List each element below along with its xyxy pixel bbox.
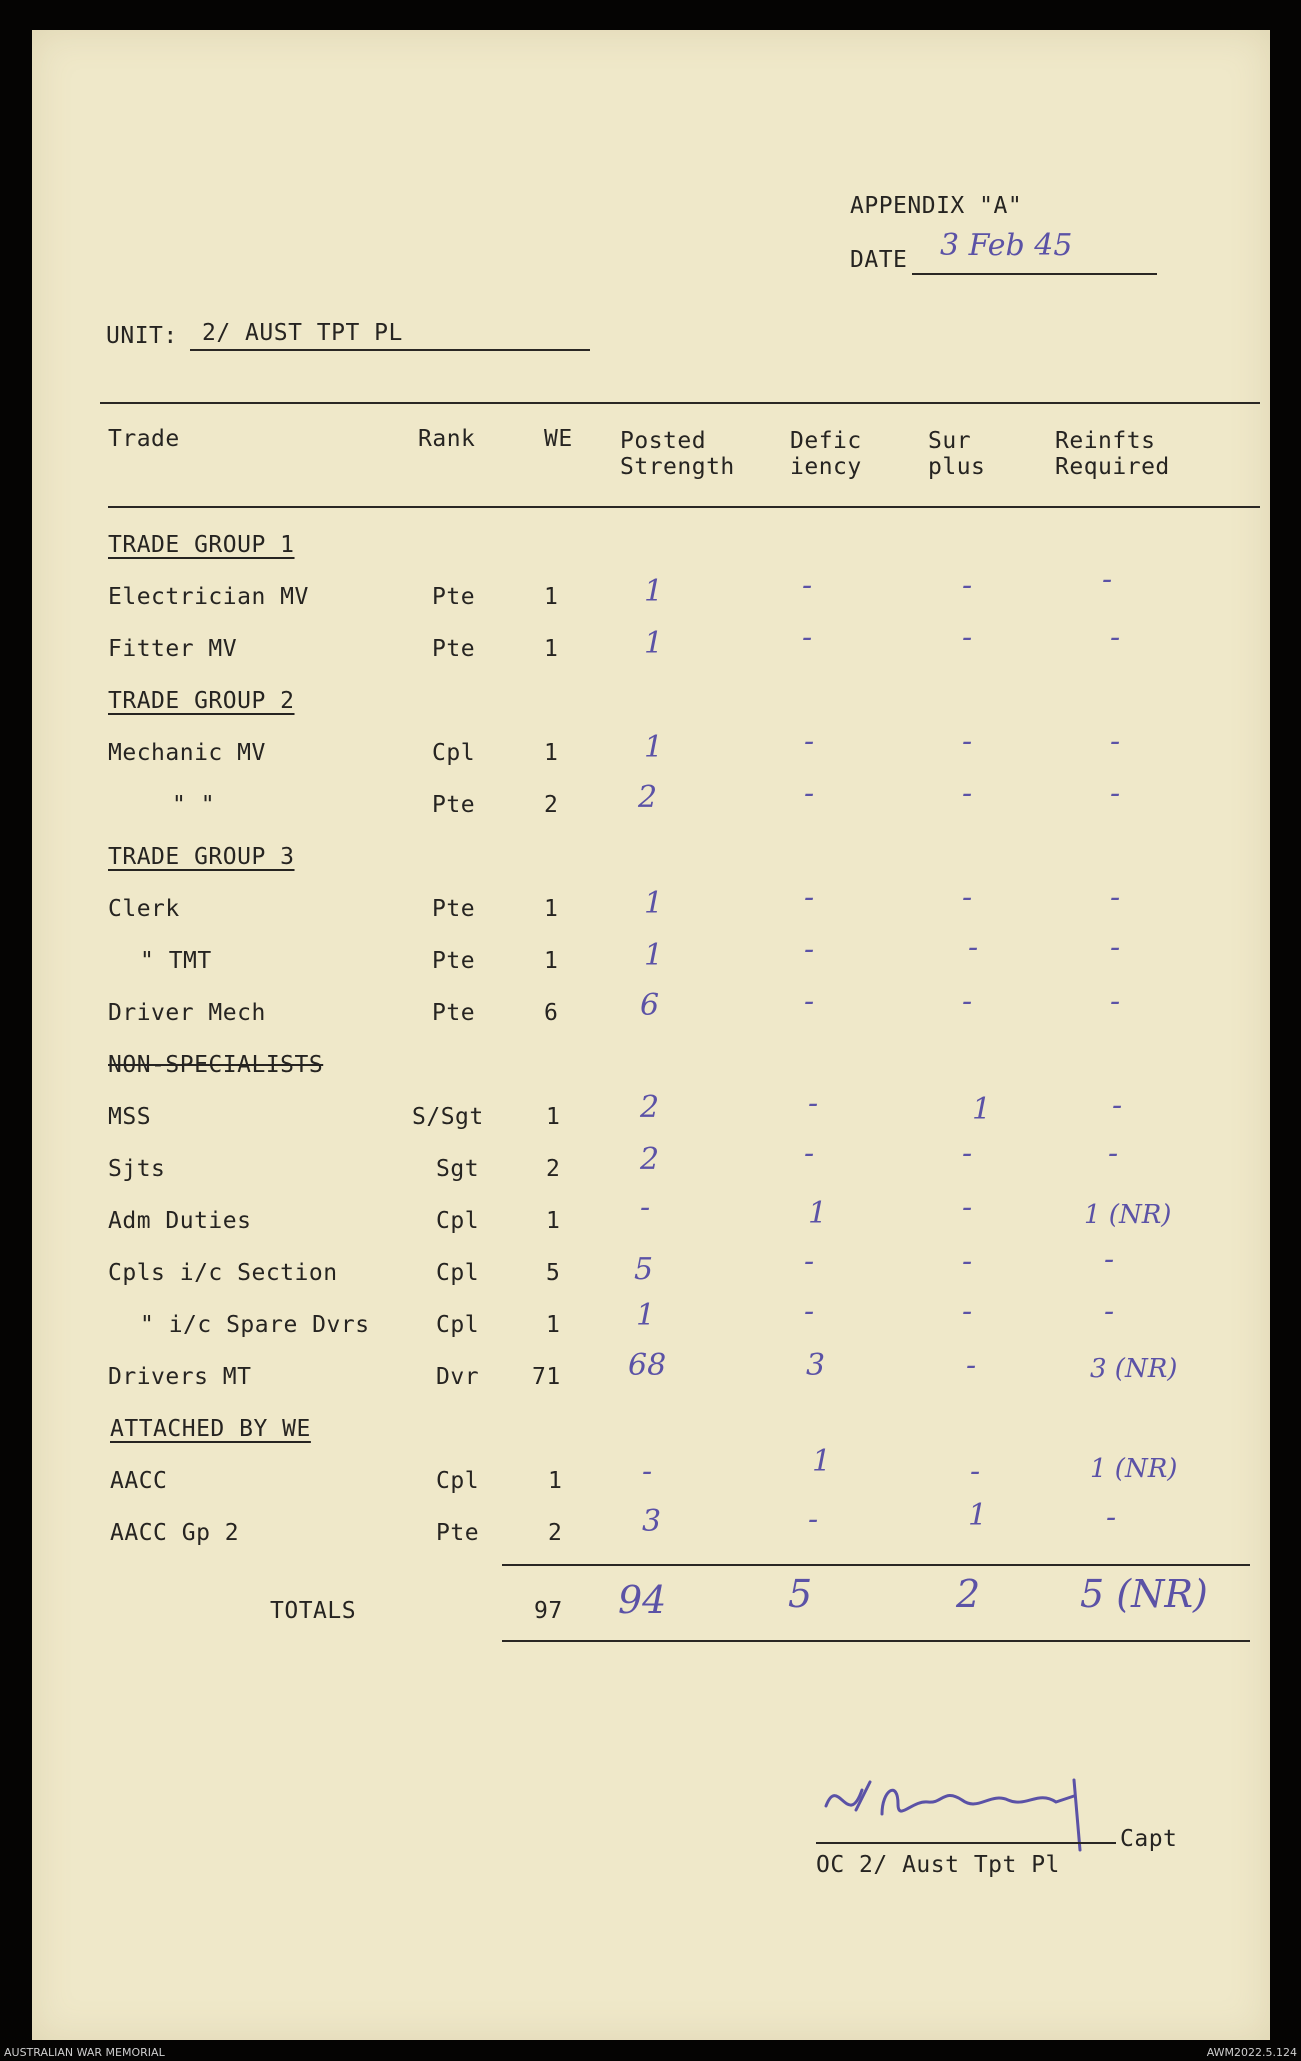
col-trade: Trade bbox=[108, 426, 180, 452]
posted-cell: - bbox=[642, 1454, 653, 1489]
totals-bottom-rule bbox=[502, 1640, 1250, 1642]
signature-office: OC 2/ Aust Tpt Pl bbox=[816, 1852, 1060, 1878]
col-rank: Rank bbox=[418, 426, 476, 452]
surplus-cell: - bbox=[962, 984, 973, 1019]
trade-cell: Adm Duties bbox=[108, 1208, 252, 1234]
defic-cell: - bbox=[804, 984, 815, 1019]
trade-cell: Driver Mech bbox=[108, 1000, 266, 1026]
reinf-cell: - bbox=[1110, 724, 1121, 759]
rank-cell: Pte bbox=[436, 1520, 480, 1546]
surplus-cell: - bbox=[968, 930, 979, 965]
col-we: WE bbox=[544, 426, 573, 452]
trade-cell: AACC bbox=[110, 1468, 168, 1494]
surplus-cell: 1 bbox=[968, 1498, 988, 1533]
table-top-rule bbox=[100, 402, 1260, 404]
rank-cell: Cpl bbox=[432, 740, 476, 766]
reinf-cell: - bbox=[1110, 930, 1121, 965]
signature-rank: Capt bbox=[1120, 1826, 1178, 1852]
reinf-cell: - bbox=[1110, 984, 1121, 1019]
date-underline bbox=[912, 273, 1157, 275]
posted-cell: 2 bbox=[640, 1090, 660, 1125]
posted-cell: 2 bbox=[640, 1142, 660, 1177]
appendix-title: APPENDIX "A" bbox=[850, 193, 1023, 219]
trade-cell: Cpls i/c Section bbox=[108, 1260, 338, 1286]
col-surplus-2: plus bbox=[928, 454, 986, 480]
trade-cell: MSS bbox=[108, 1104, 152, 1130]
defic-cell: - bbox=[802, 620, 813, 655]
trade-cell: " " bbox=[172, 792, 216, 818]
reinf-cell: - bbox=[1108, 1136, 1119, 1171]
reinf-cell: - bbox=[1102, 562, 1113, 597]
totals-surplus: 2 bbox=[956, 1572, 981, 1616]
trade-cell: Sjts bbox=[108, 1156, 166, 1182]
surplus-cell: - bbox=[966, 1348, 977, 1383]
defic-cell: - bbox=[808, 1086, 819, 1121]
signature-line bbox=[816, 1842, 1116, 1844]
reinf-cell: 1 (NR) bbox=[1090, 1454, 1178, 1484]
surplus-cell: - bbox=[962, 1136, 973, 1171]
surplus-cell: - bbox=[962, 724, 973, 759]
rank-cell: Pte bbox=[432, 584, 476, 610]
we-cell: 5 bbox=[546, 1260, 561, 1286]
document-sheet bbox=[32, 30, 1270, 2040]
col-reinf-1: Reinfts bbox=[1055, 428, 1156, 454]
we-cell: 1 bbox=[544, 584, 559, 610]
col-posted-2: Strength bbox=[620, 454, 735, 480]
we-cell: 2 bbox=[548, 1520, 563, 1546]
surplus-cell: - bbox=[970, 1454, 981, 1489]
trade-cell: Electrician MV bbox=[108, 584, 309, 610]
unit-label: UNIT: bbox=[106, 323, 178, 349]
posted-cell: 1 bbox=[644, 730, 664, 765]
reinf-cell: - bbox=[1110, 776, 1121, 811]
defic-cell: 1 bbox=[808, 1196, 828, 1231]
defic-cell: - bbox=[804, 776, 815, 811]
surplus-cell: - bbox=[962, 620, 973, 655]
posted-cell: 1 bbox=[636, 1298, 656, 1333]
group-heading: TRADE GROUP 2 bbox=[108, 688, 295, 714]
trade-cell: Mechanic MV bbox=[108, 740, 266, 766]
posted-cell: 3 bbox=[642, 1504, 662, 1539]
reinf-cell: - bbox=[1110, 620, 1121, 655]
reinf-cell: - bbox=[1104, 1294, 1115, 1329]
we-cell: 71 bbox=[532, 1364, 561, 1390]
posted-cell: 2 bbox=[638, 780, 658, 815]
we-cell: 6 bbox=[544, 1000, 559, 1026]
we-cell: 1 bbox=[544, 740, 559, 766]
header-bottom-rule bbox=[108, 506, 1260, 508]
rank-cell: Cpl bbox=[436, 1260, 480, 1286]
reinf-cell: - bbox=[1106, 1500, 1117, 1535]
reinf-cell: 3 (NR) bbox=[1090, 1354, 1178, 1384]
defic-cell: - bbox=[804, 1294, 815, 1329]
archive-credit: AUSTRALIAN WAR MEMORIAL bbox=[4, 2046, 165, 2059]
totals-top-rule bbox=[502, 1564, 1250, 1566]
rank-cell: Pte bbox=[432, 1000, 476, 1026]
trade-cell: Clerk bbox=[108, 896, 180, 922]
we-cell: 2 bbox=[546, 1156, 561, 1182]
we-cell: 1 bbox=[544, 896, 559, 922]
trade-cell: Fitter MV bbox=[108, 636, 238, 662]
trade-cell: " i/c Spare Dvrs bbox=[140, 1312, 370, 1338]
rank-cell: Cpl bbox=[436, 1312, 480, 1338]
rank-cell: Pte bbox=[432, 896, 476, 922]
posted-cell: 6 bbox=[640, 988, 660, 1023]
defic-cell: - bbox=[804, 932, 815, 967]
rank-cell: Dvr bbox=[436, 1364, 480, 1390]
defic-cell: - bbox=[804, 724, 815, 759]
surplus-cell: - bbox=[962, 1244, 973, 1279]
rank-cell: Pte bbox=[432, 636, 476, 662]
posted-cell: 1 bbox=[644, 938, 664, 973]
group-heading: TRADE GROUP 1 bbox=[108, 532, 295, 558]
group-heading: TRADE GROUP 3 bbox=[108, 844, 295, 870]
unit-value: 2/ AUST TPT PL bbox=[202, 320, 403, 346]
col-posted-1: Posted bbox=[620, 428, 707, 454]
col-defic-2: iency bbox=[790, 454, 862, 480]
surplus-cell: 1 bbox=[972, 1092, 992, 1127]
totals-reinf: 5 (NR) bbox=[1080, 1572, 1208, 1616]
defic-cell: 1 bbox=[812, 1444, 832, 1479]
totals-label: TOTALS bbox=[270, 1598, 357, 1624]
we-cell: 1 bbox=[548, 1468, 563, 1494]
surplus-cell: - bbox=[962, 1294, 973, 1329]
we-cell: 1 bbox=[546, 1104, 561, 1130]
trade-cell: AACC Gp 2 bbox=[110, 1520, 240, 1546]
archive-reference: AWM2022.5.124 bbox=[1206, 2046, 1297, 2059]
we-cell: 2 bbox=[544, 792, 559, 818]
totals-defic: 5 bbox=[788, 1572, 813, 1616]
reinf-cell: - bbox=[1104, 1242, 1115, 1277]
group-heading: ATTACHED BY WE bbox=[110, 1416, 311, 1442]
rank-cell: Sgt bbox=[436, 1156, 480, 1182]
defic-cell: - bbox=[804, 1136, 815, 1171]
col-reinf-2: Required bbox=[1055, 454, 1170, 480]
defic-cell: - bbox=[802, 568, 813, 603]
we-cell: 1 bbox=[546, 1208, 561, 1234]
col-surplus-1: Sur bbox=[928, 428, 972, 454]
rank-cell: Cpl bbox=[436, 1468, 480, 1494]
we-cell: 1 bbox=[544, 948, 559, 974]
posted-cell: 68 bbox=[628, 1348, 667, 1383]
posted-cell: - bbox=[640, 1190, 651, 1225]
posted-cell: 1 bbox=[644, 886, 664, 921]
reinf-cell: - bbox=[1112, 1088, 1123, 1123]
rank-cell: Pte bbox=[432, 792, 476, 818]
defic-cell: 3 bbox=[806, 1348, 826, 1383]
rank-cell: Cpl bbox=[436, 1208, 480, 1234]
surplus-cell: - bbox=[962, 880, 973, 915]
surplus-cell: - bbox=[962, 568, 973, 603]
surplus-cell: - bbox=[962, 1190, 973, 1225]
posted-cell: 5 bbox=[634, 1252, 654, 1287]
we-cell: 1 bbox=[544, 636, 559, 662]
we-cell: 1 bbox=[546, 1312, 561, 1338]
posted-cell: 1 bbox=[644, 626, 664, 661]
reinf-cell: 1 (NR) bbox=[1084, 1200, 1172, 1230]
defic-cell: - bbox=[808, 1502, 819, 1537]
col-defic-1: Defic bbox=[790, 428, 862, 454]
rank-cell: S/Sgt bbox=[412, 1104, 484, 1130]
surplus-cell: - bbox=[962, 776, 973, 811]
defic-cell: - bbox=[804, 880, 815, 915]
totals-posted: 94 bbox=[618, 1578, 667, 1622]
reinf-cell: - bbox=[1110, 880, 1121, 915]
date-value: 3 Feb 45 bbox=[940, 228, 1073, 263]
posted-cell: 1 bbox=[644, 574, 664, 609]
defic-cell: - bbox=[804, 1244, 815, 1279]
group-heading: NON-SPECIALISTS bbox=[108, 1052, 324, 1078]
unit-underline bbox=[190, 349, 590, 351]
rank-cell: Pte bbox=[432, 948, 476, 974]
trade-cell: Drivers MT bbox=[108, 1364, 252, 1390]
totals-we: 97 bbox=[534, 1598, 563, 1624]
date-label: DATE bbox=[850, 247, 908, 273]
trade-cell: " TMT bbox=[140, 948, 212, 974]
